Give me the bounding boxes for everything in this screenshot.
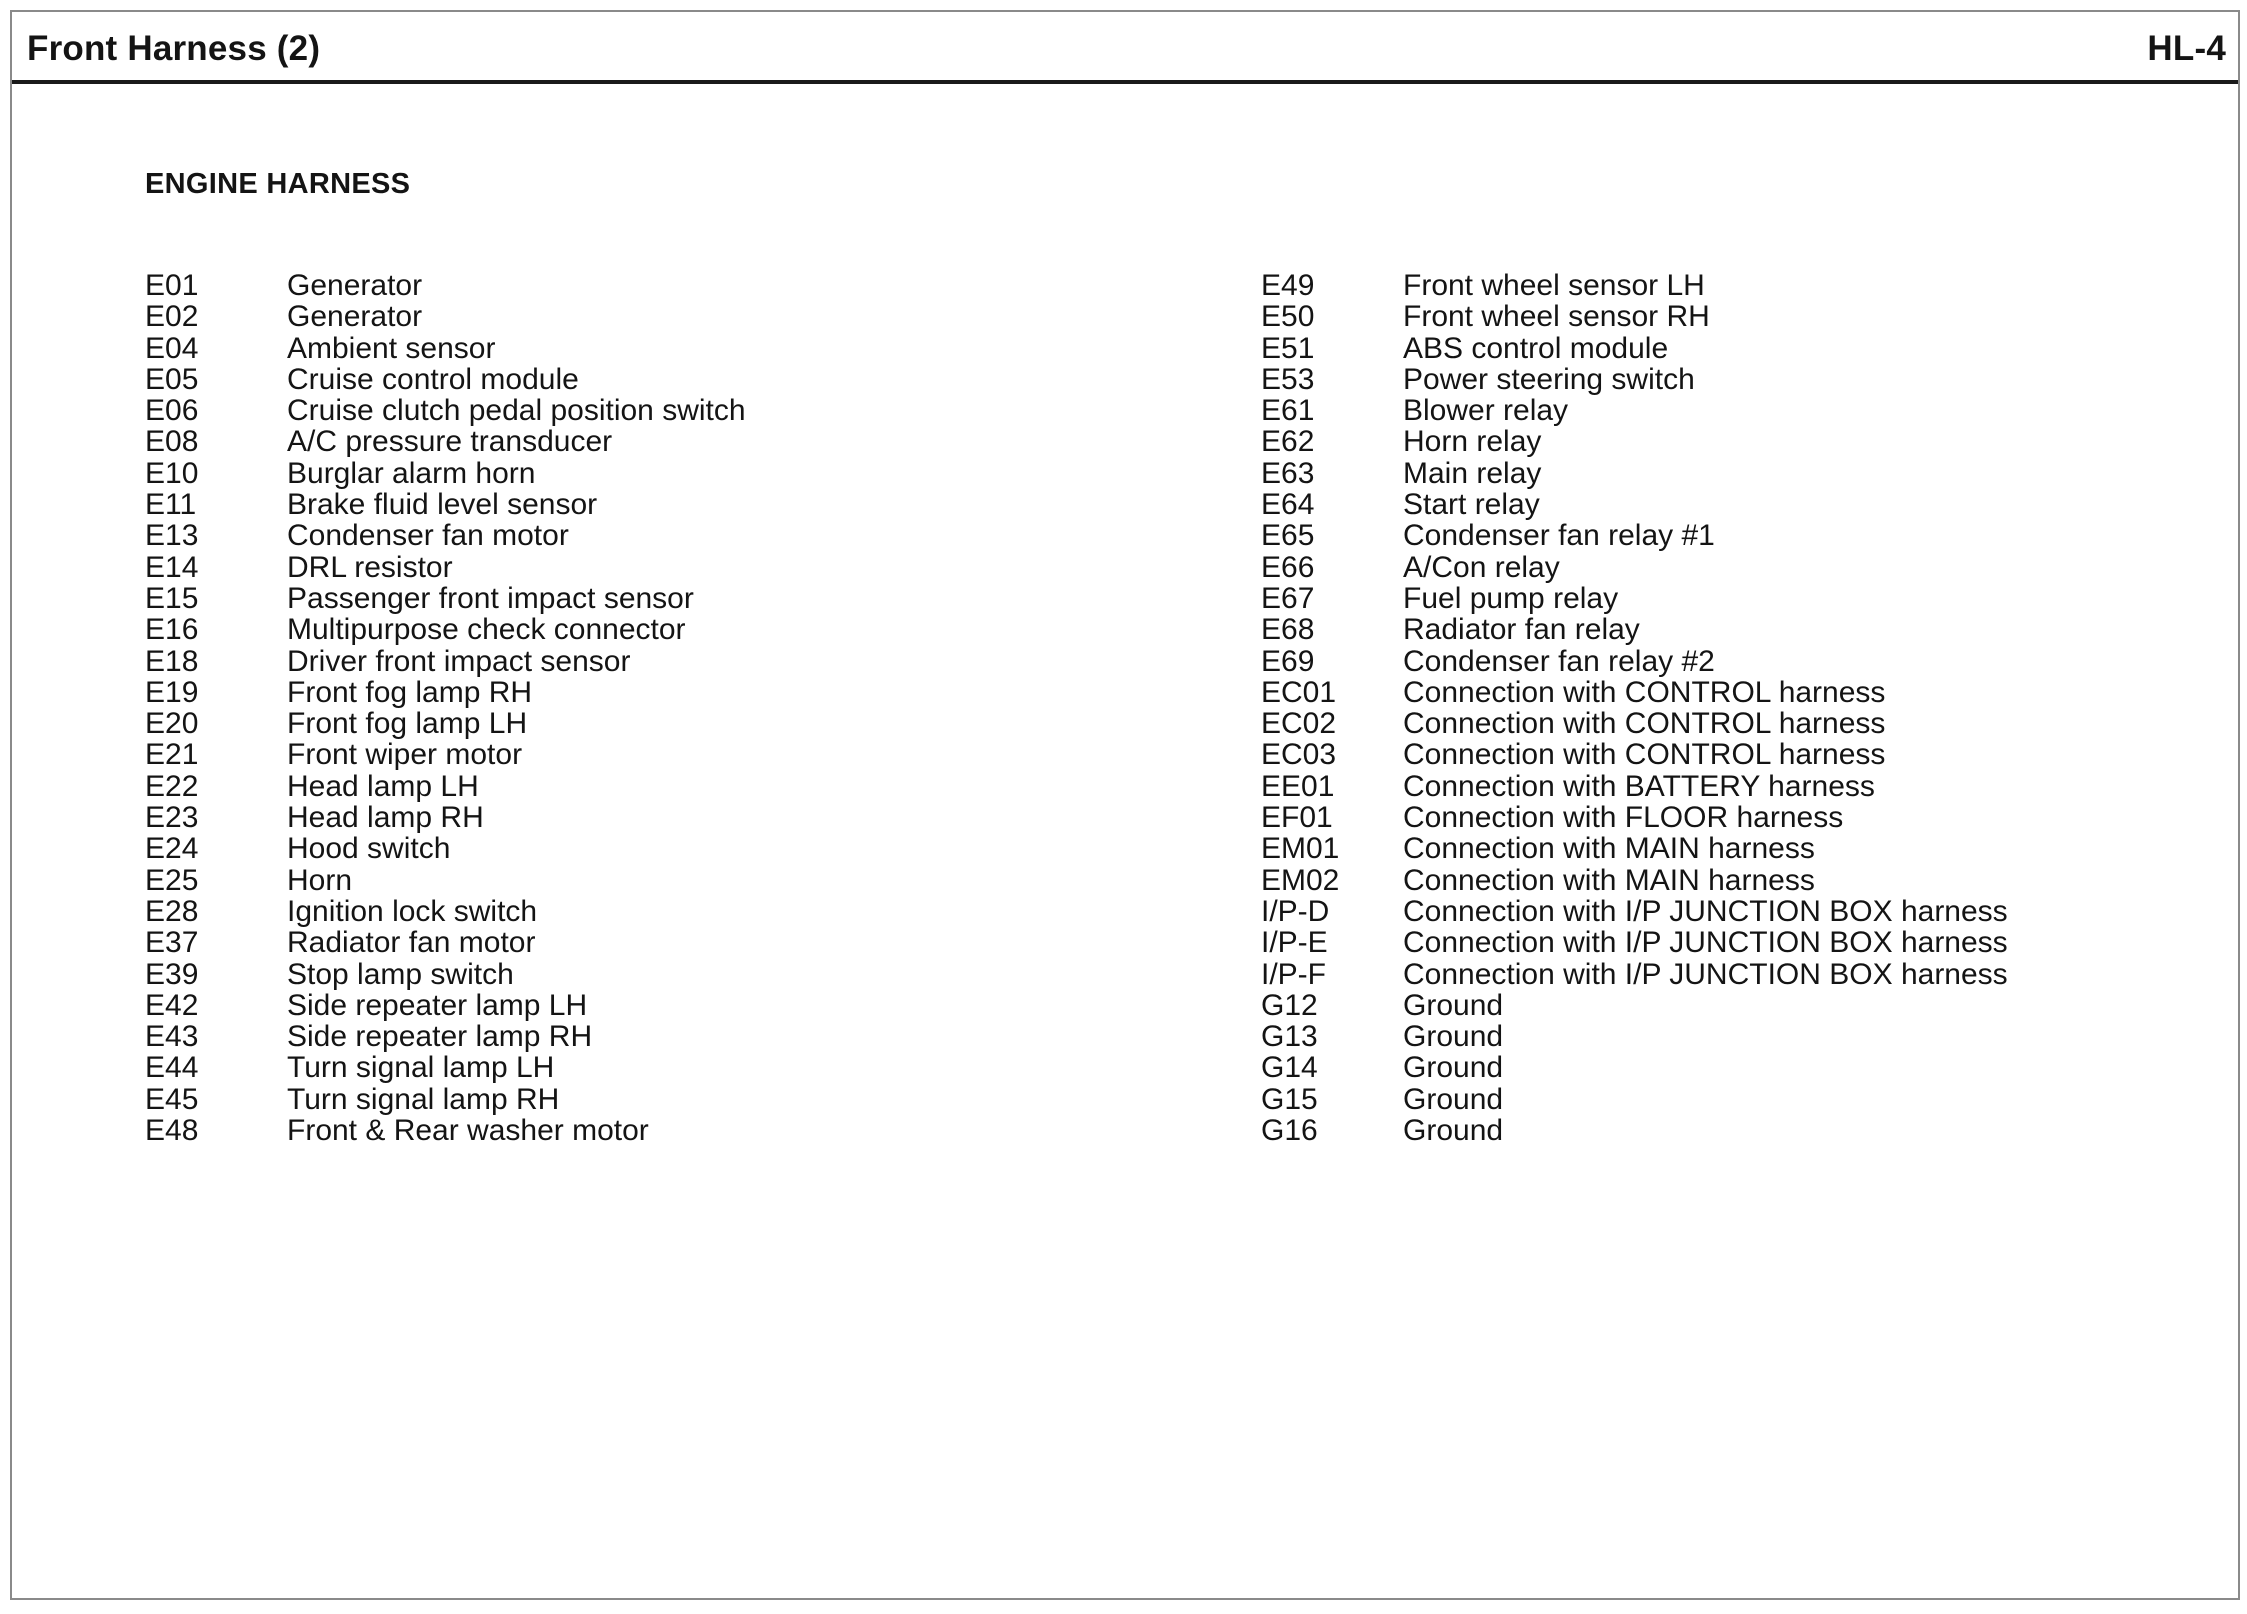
connector-code: I/P-F (1261, 957, 1326, 991)
connector-code: E66 (1261, 550, 1315, 584)
page-title: Front Harness (2) (27, 29, 321, 68)
connector-code: E62 (1261, 425, 1315, 459)
connector-description: Ignition lock switch (287, 894, 538, 928)
connector-description: Multipurpose check connector (287, 613, 686, 647)
connector-description: Start relay (1403, 488, 1540, 522)
connector-code: G12 (1261, 988, 1318, 1022)
connector-description: Condenser fan relay #1 (1403, 519, 1715, 553)
connector-description: Ground (1403, 988, 1504, 1022)
connector-description: Connection with FLOOR harness (1403, 801, 1844, 835)
connector-description: Front wheel sensor RH (1403, 300, 1710, 334)
connector-description: Connection with I/P JUNCTION BOX harness (1403, 926, 2008, 960)
connector-code: E23 (145, 801, 199, 835)
connector-code: E13 (145, 519, 199, 553)
connector-code: E44 (145, 1051, 199, 1085)
connector-description: Blower relay (1403, 394, 1569, 428)
connector-code: G15 (1261, 1082, 1318, 1116)
connector-code: E64 (1261, 488, 1315, 522)
connector-code: E37 (145, 926, 199, 960)
connector-code: E06 (145, 394, 199, 428)
connector-description: Stop lamp switch (287, 957, 514, 991)
connector-code: EM01 (1261, 832, 1340, 866)
connector-code: E20 (145, 707, 199, 741)
connector-description: Connection with CONTROL harness (1403, 707, 1886, 741)
connector-description: Connection with CONTROL harness (1403, 738, 1886, 772)
connector-description: Ground (1403, 1051, 1504, 1085)
connector-description: Ground (1403, 1114, 1504, 1148)
connector-description: Horn relay (1403, 425, 1542, 459)
connector-code: E01 (145, 269, 199, 302)
connector-description: Burglar alarm horn (287, 456, 536, 490)
connector-description: Head lamp RH (287, 801, 484, 835)
connector-code: E19 (145, 675, 199, 709)
connector-description: Cruise clutch pedal position switch (287, 394, 746, 428)
connector-description: Connection with BATTERY harness (1403, 769, 1875, 803)
connector-description: Front fog lamp RH (287, 675, 533, 709)
connector-description: Front wiper motor (287, 738, 523, 772)
connector-description: Radiator fan relay (1403, 613, 1640, 647)
connector-code: E16 (145, 613, 199, 647)
connector-description: Cruise control module (287, 362, 579, 396)
connector-description: Generator (287, 300, 423, 334)
connector-code: E61 (1261, 394, 1315, 428)
connector-code: EC03 (1261, 738, 1337, 772)
connector-code: G14 (1261, 1051, 1318, 1085)
connector-description: A/C pressure transducer (287, 425, 613, 459)
connector-code: E39 (145, 957, 199, 991)
connector-description: Fuel pump relay (1403, 581, 1619, 615)
connector-code: E53 (1261, 362, 1315, 396)
connector-description: Condenser fan motor (287, 519, 569, 553)
connector-code: E22 (145, 769, 199, 803)
connector-description: Side repeater lamp LH (287, 988, 588, 1022)
connector-description: Turn signal lamp LH (287, 1051, 555, 1085)
connector-description: Ground (1403, 1082, 1504, 1116)
connector-description: Front fog lamp LH (287, 707, 528, 741)
section-heading: ENGINE HARNESS (145, 168, 411, 200)
connector-code: E49 (1261, 269, 1315, 302)
connector-code: EM02 (1261, 863, 1340, 897)
page-code: HL-4 (2147, 29, 2226, 68)
connector-code: E14 (145, 550, 199, 584)
connector-description: Driver front impact sensor (287, 644, 631, 678)
connector-description: DRL resistor (287, 550, 453, 584)
connector-code: E48 (145, 1114, 199, 1148)
connector-code: G16 (1261, 1114, 1318, 1148)
connector-code: E08 (145, 425, 199, 459)
connector-code: E05 (145, 362, 199, 396)
connector-code: E67 (1261, 581, 1315, 615)
connector-code: E43 (145, 1020, 199, 1054)
connector-code: E51 (1261, 331, 1315, 365)
connector-description: Horn (287, 863, 353, 897)
connector-description: Generator (287, 269, 423, 302)
connector-code: EE01 (1261, 769, 1335, 803)
connector-description: Turn signal lamp RH (287, 1082, 560, 1116)
connector-description: Radiator fan motor (287, 926, 536, 960)
connector-code: E02 (145, 300, 199, 334)
connector-description: Hood switch (287, 832, 451, 866)
connector-code: E18 (145, 644, 199, 678)
connector-code: E25 (145, 863, 199, 897)
connector-description: Connection with MAIN harness (1403, 832, 1815, 866)
connector-description: Connection with I/P JUNCTION BOX harness (1403, 957, 2008, 991)
connector-description: Ambient sensor (287, 331, 496, 365)
connector-code: EF01 (1261, 801, 1333, 835)
connector-code: I/P-D (1261, 894, 1330, 928)
page-frame (10, 10, 2240, 1600)
connector-code: E50 (1261, 300, 1315, 334)
connector-description: ABS control module (1403, 331, 1669, 365)
connector-code: E65 (1261, 519, 1315, 553)
connector-code: E68 (1261, 613, 1315, 647)
page-header (12, 12, 2238, 84)
connector-description: A/Con relay (1403, 550, 1560, 584)
connector-description: Head lamp LH (287, 769, 479, 803)
connector-code: E04 (145, 331, 199, 365)
connector-code: G13 (1261, 1020, 1318, 1054)
connector-code: E63 (1261, 456, 1315, 490)
connector-description: Connection with MAIN harness (1403, 863, 1815, 897)
connector-description: Ground (1403, 1020, 1504, 1054)
connector-description: Passenger front impact sensor (287, 581, 694, 615)
connector-code: E10 (145, 456, 199, 490)
connector-description: Connection with CONTROL harness (1403, 675, 1886, 709)
connector-code: E69 (1261, 644, 1315, 678)
connector-description: Brake fluid level sensor (287, 488, 598, 522)
connector-code: EC01 (1261, 675, 1337, 709)
connector-code: E24 (145, 832, 199, 866)
connector-description: Side repeater lamp RH (287, 1020, 593, 1054)
connector-code: I/P-E (1261, 926, 1328, 960)
connector-code: E42 (145, 988, 199, 1022)
connector-description: Front wheel sensor LH (1403, 269, 1705, 302)
connector-description: Condenser fan relay #2 (1403, 644, 1715, 678)
connector-description: Connection with I/P JUNCTION BOX harness (1403, 894, 2008, 928)
connector-code: EC02 (1261, 707, 1337, 741)
connector-description: Power steering switch (1403, 362, 1695, 396)
connector-description: Main relay (1403, 456, 1542, 490)
connector-code: E15 (145, 581, 199, 615)
connector-description: Front & Rear washer motor (287, 1114, 649, 1148)
connector-code: E21 (145, 738, 199, 772)
connector-code: E11 (145, 488, 197, 522)
connector-code: E45 (145, 1082, 199, 1116)
connector-code: E28 (145, 894, 199, 928)
